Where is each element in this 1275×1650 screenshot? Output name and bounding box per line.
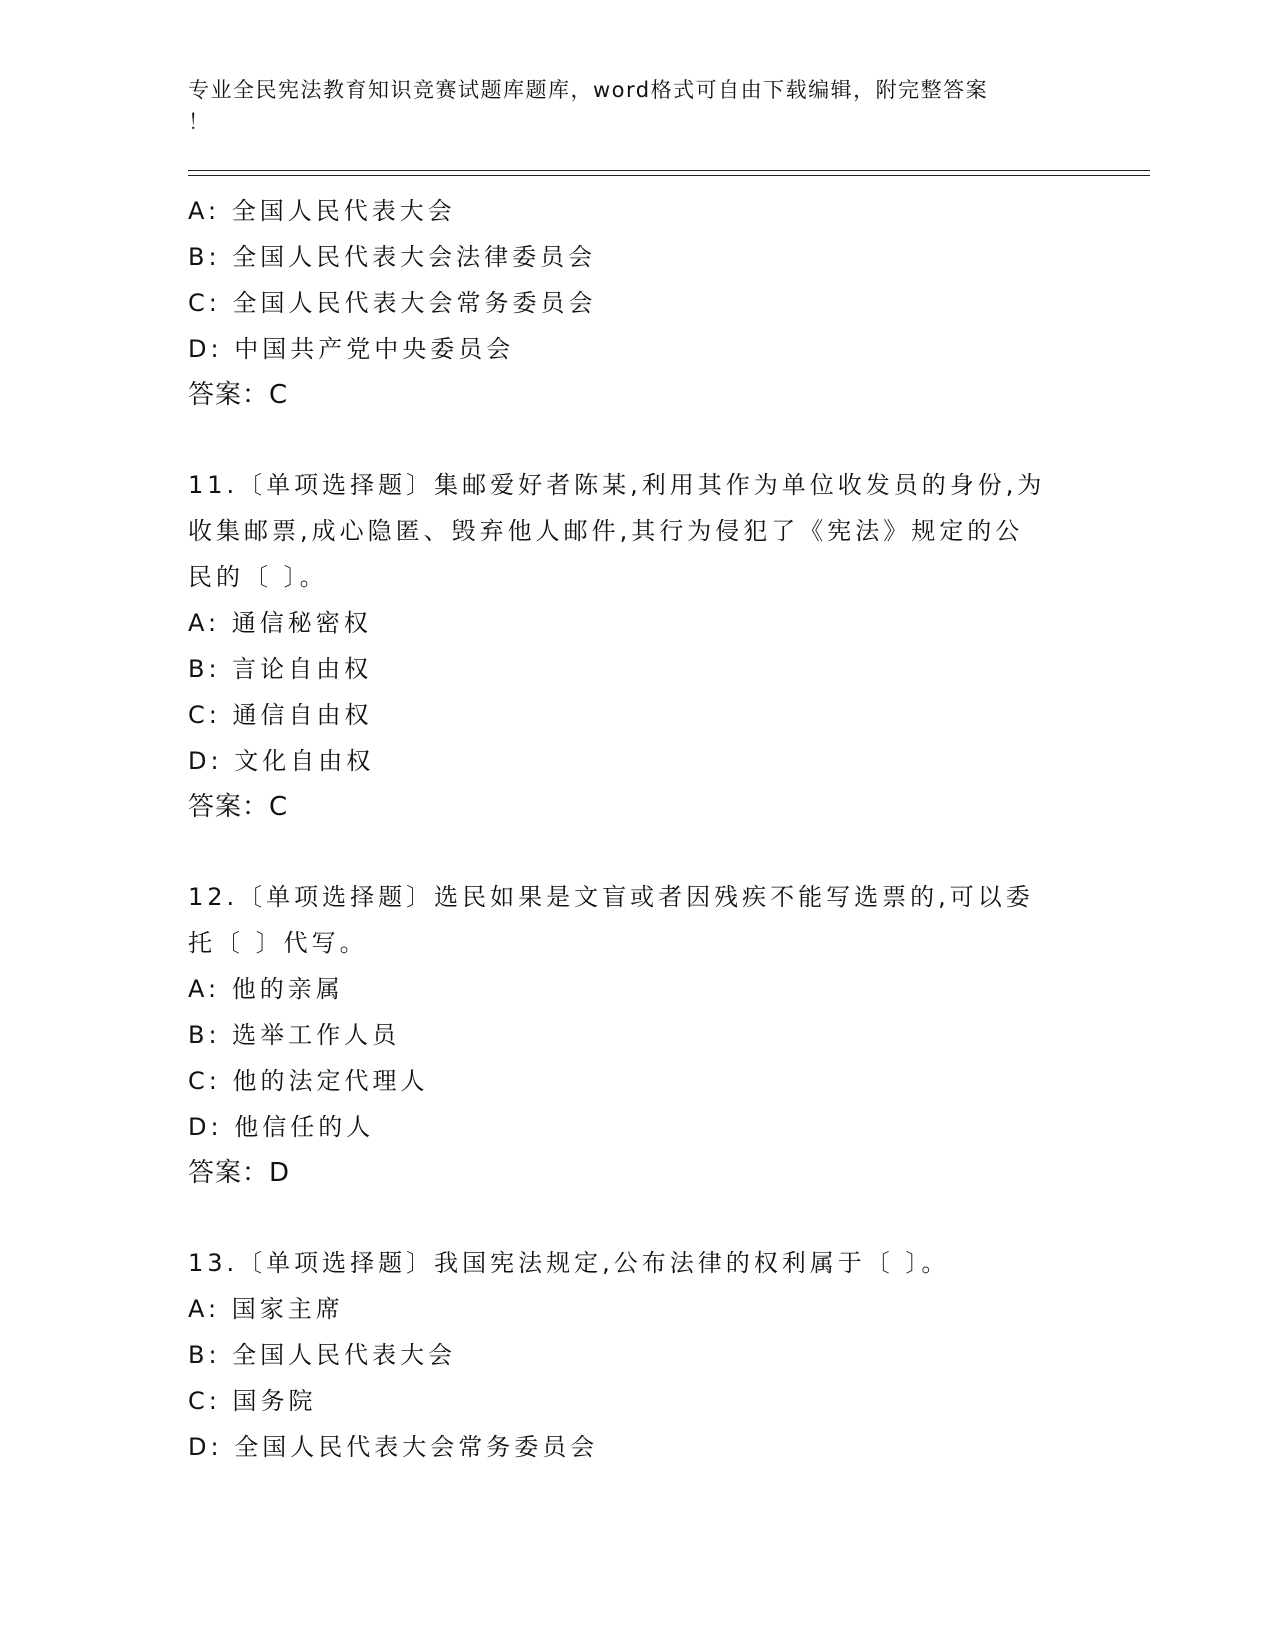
option-b: B: 全国人民代表大会法律委员会 [188,243,597,271]
prev-question [188,188,1088,418]
header-line-2: ！ [188,110,211,134]
question-11 [188,462,1088,830]
option-b: B: 言论自由权 [188,655,373,683]
question-list [188,188,1088,1470]
question-13 [188,1240,1088,1470]
question-12 [188,874,1088,1196]
option-b: B: 全国人民代表大会 [188,1341,457,1369]
header-rule-top [188,170,1150,171]
option-a: A: 国家主席 [188,1295,344,1323]
option-d: D: 他信任的人 [188,1113,375,1141]
answer: 答案：D [188,1158,291,1188]
option-b: B: 选举工作人员 [188,1021,401,1049]
option-c: C: 国务院 [188,1387,317,1415]
option-a: A: 他的亲属 [188,975,344,1003]
option-d: D: 全国人民代表大会常务委员会 [188,1433,599,1461]
question-text-line: 托〔 〕代写。 [188,929,368,957]
option-c: C: 他的法定代理人 [188,1067,429,1095]
question-text-line: 13.〔单项选择题〕我国宪法规定,公布法律的权利属于〔 〕。 [188,1249,950,1277]
question-text-line: 12.〔单项选择题〕选民如果是文盲或者因残疾不能写选票的,可以委 [188,883,1034,911]
question-text-line: 收集邮票,成心隐匿、毁弃他人邮件,其行为侵犯了《宪法》规定的公 [188,517,1024,545]
question-text-line: 民的〔 〕。 [188,563,328,591]
header-rule-bottom [188,175,1150,176]
option-d: D: 中国共产党中央委员会 [188,335,515,363]
answer: 答案：C [188,792,289,822]
option-c: C: 通信自由权 [188,701,373,729]
header-line-1: 专业全民宪法教育知识竞赛试题库题库，word格式可自由下载编辑，附完整答案 [188,78,989,102]
option-a: A: 通信秘密权 [188,609,372,637]
document-header [188,74,1068,138]
question-text-line: 11.〔单项选择题〕集邮爱好者陈某,利用其作为单位收发员的身份,为 [188,471,1046,499]
option-c: C: 全国人民代表大会常务委员会 [188,289,597,317]
answer: 答案：C [188,380,289,410]
option-d: D: 文化自由权 [188,747,375,775]
option-a: A: 全国人民代表大会 [188,197,456,225]
